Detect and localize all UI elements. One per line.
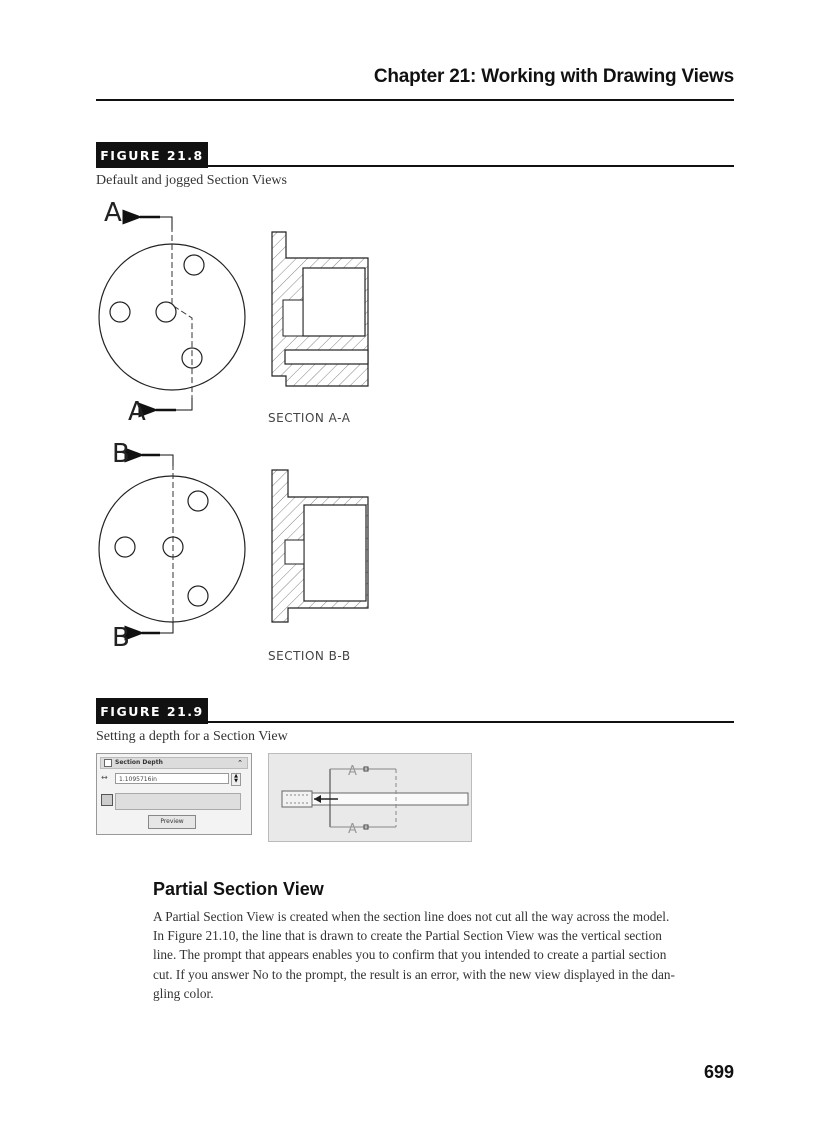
section-paragraph: [153, 907, 743, 1003]
preview-button[interactable]: Preview: [148, 815, 196, 829]
paragraph-line: In Figure 21.10, the line that is drawn to create the Partial Section View was the vertical section: [153, 928, 662, 944]
paragraph-line: line. The prompt that appears enables you to confirm that you intended to create a partial section: [153, 947, 667, 963]
section-depth-panel: [96, 753, 252, 835]
front-view-b: [99, 455, 245, 633]
edge-selection-icon: [101, 794, 113, 806]
selection-field[interactable]: [115, 793, 241, 810]
depth-spinner[interactable]: ▲ ▼: [231, 773, 241, 786]
figure-rule-21-9: [96, 721, 734, 723]
paragraph-line: cut. If you answer No to the prompt, the result is an error, with the new view displayed in the dan-: [153, 966, 675, 982]
cut-label-a-top: A: [104, 198, 122, 228]
paragraph-line: A Partial Section View is created when the section line does not cut all the way across the model.: [153, 909, 670, 924]
view-label-bottom: A: [348, 822, 357, 837]
front-view-a: [99, 217, 245, 410]
cut-label-a-bottom: A: [128, 397, 146, 427]
paragraph-line: gling color.: [153, 985, 214, 1001]
collapse-icon[interactable]: ⌃: [237, 759, 243, 767]
section-view-b-b: [272, 470, 368, 622]
page-number: 699: [703, 1062, 734, 1082]
cut-label-b-bottom: B: [112, 623, 130, 653]
panel-checkbox[interactable]: [104, 759, 112, 767]
figure-caption-21-8: Default and jogged Section Views: [96, 173, 287, 188]
figure-label-21-8: FIGURE 21.8: [96, 142, 208, 168]
figure-caption-21-9: Setting a depth for a Section View: [96, 729, 288, 744]
section-view-a-a: [272, 232, 368, 386]
section-heading: Partial Section View: [153, 879, 324, 899]
panel-header-label: Section Depth: [115, 759, 163, 766]
section-label-b-b: SECTION B-B: [268, 649, 351, 663]
depth-input[interactable]: 1.1095716in: [115, 773, 229, 784]
figure-label-21-9: FIGURE 21.9: [96, 698, 208, 724]
view-label-top: A: [348, 764, 357, 779]
section-depth-graphics: [268, 753, 472, 842]
cut-label-b-top: B: [112, 439, 130, 469]
section-label-a-a: SECTION A-A: [268, 411, 351, 425]
chapter-title: Chapter 21: Working with Drawing Views: [373, 66, 734, 87]
panel-header[interactable]: [100, 757, 248, 769]
depth-icon: ↔: [101, 773, 108, 782]
